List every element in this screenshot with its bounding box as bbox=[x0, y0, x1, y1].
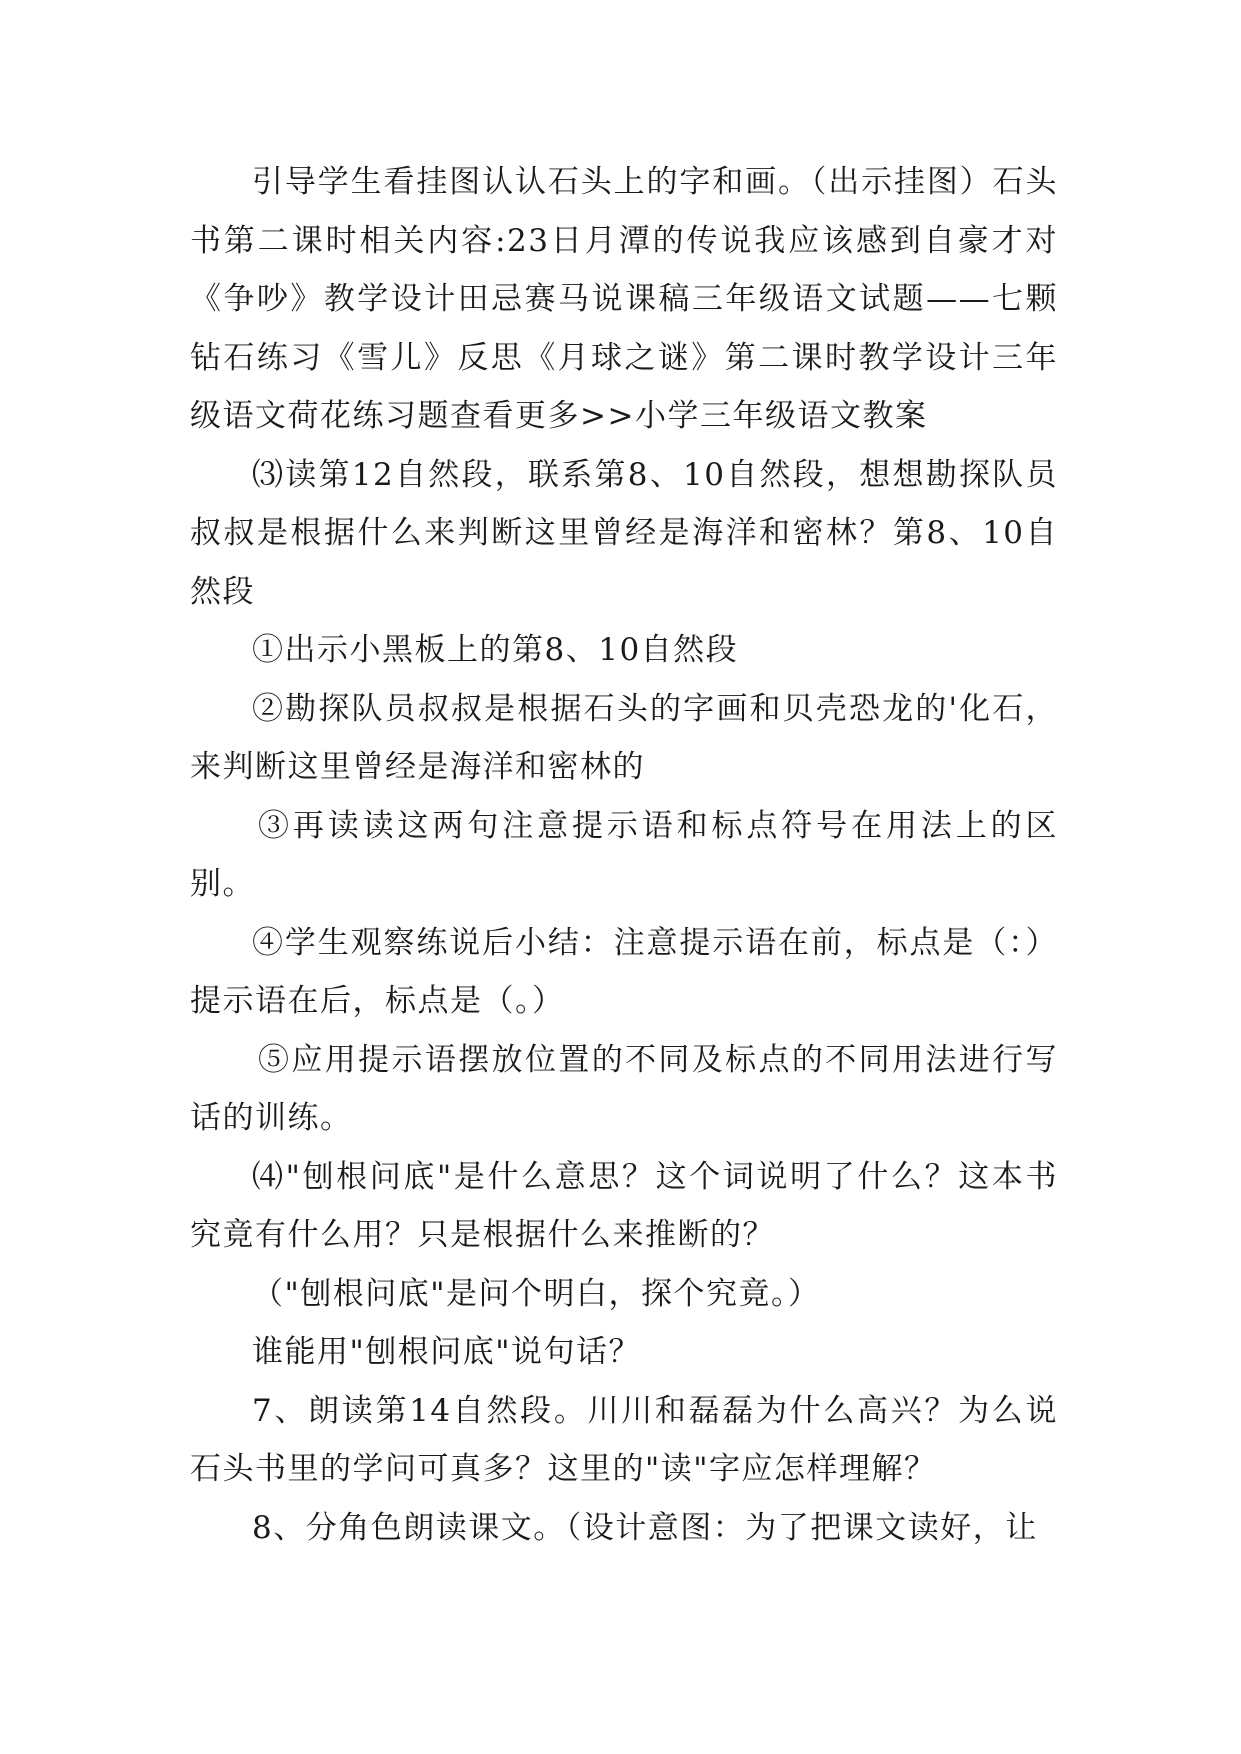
paragraph-question-4: ⑷"刨根问底"是什么意思？这个词说明了什么？这本书究竟有什么用？只是根据什么来推断的？ bbox=[190, 1158, 1058, 1253]
document-body bbox=[190, 153, 1058, 1557]
paragraph-answer: （"刨根问底"是问个明白，探个究竟。） bbox=[252, 1275, 821, 1312]
paragraph-step-1: ①出示小黑板上的第8、10自然段 bbox=[252, 632, 739, 668]
paragraph-step-5: ⑤应用提示语摆放位置的不同及标点的不同用法进行写话的训练。 bbox=[190, 1041, 1058, 1136]
paragraph-item-7: 7、朗读第14自然段。川川和磊磊为什么高兴？为么说石头书里的学问可真多？这里的"读"字应怎样理解？ bbox=[190, 1392, 1058, 1487]
paragraph-prompt: 谁能用"刨根问底"说句话？ bbox=[252, 1334, 642, 1370]
paragraph-intro: 引导学生看挂图认认石头上的字和画。（出示挂图）石头书第二课时相关内容:23日月潭的传说我应该感到自豪才对《争吵》教学设计田忌赛马说课稿三年级语文试题——七颗钻石练习《雪儿》反思《月球之谜》第二课时教学设计三年级语文荷花练习题查看更多>>小学三年级语文教案 bbox=[190, 164, 1058, 434]
paragraph-step-4: ④学生观察练说后小结：注意提示语在前，标点是（：）提示语在后，标点是（。） bbox=[190, 924, 1058, 1019]
paragraph-step-2: ②勘探队员叔叔是根据石头的字画和贝壳恐龙的'化石，来判断这里曾经是海洋和密林的 bbox=[190, 690, 1058, 785]
paragraph-item-8: 8、分角色朗读课文。（设计意图：为了把课文读好，让 bbox=[252, 1509, 1038, 1546]
paragraph-question-3: ⑶读第12自然段，联系第8、10自然段，想想勘探队员叔叔是根据什么来判断这里曾经是海洋和密林？第8、10自然段 bbox=[190, 456, 1058, 610]
paragraph-step-3: ③再读读这两句注意提示语和标点符号在用法上的区别。 bbox=[190, 807, 1058, 902]
